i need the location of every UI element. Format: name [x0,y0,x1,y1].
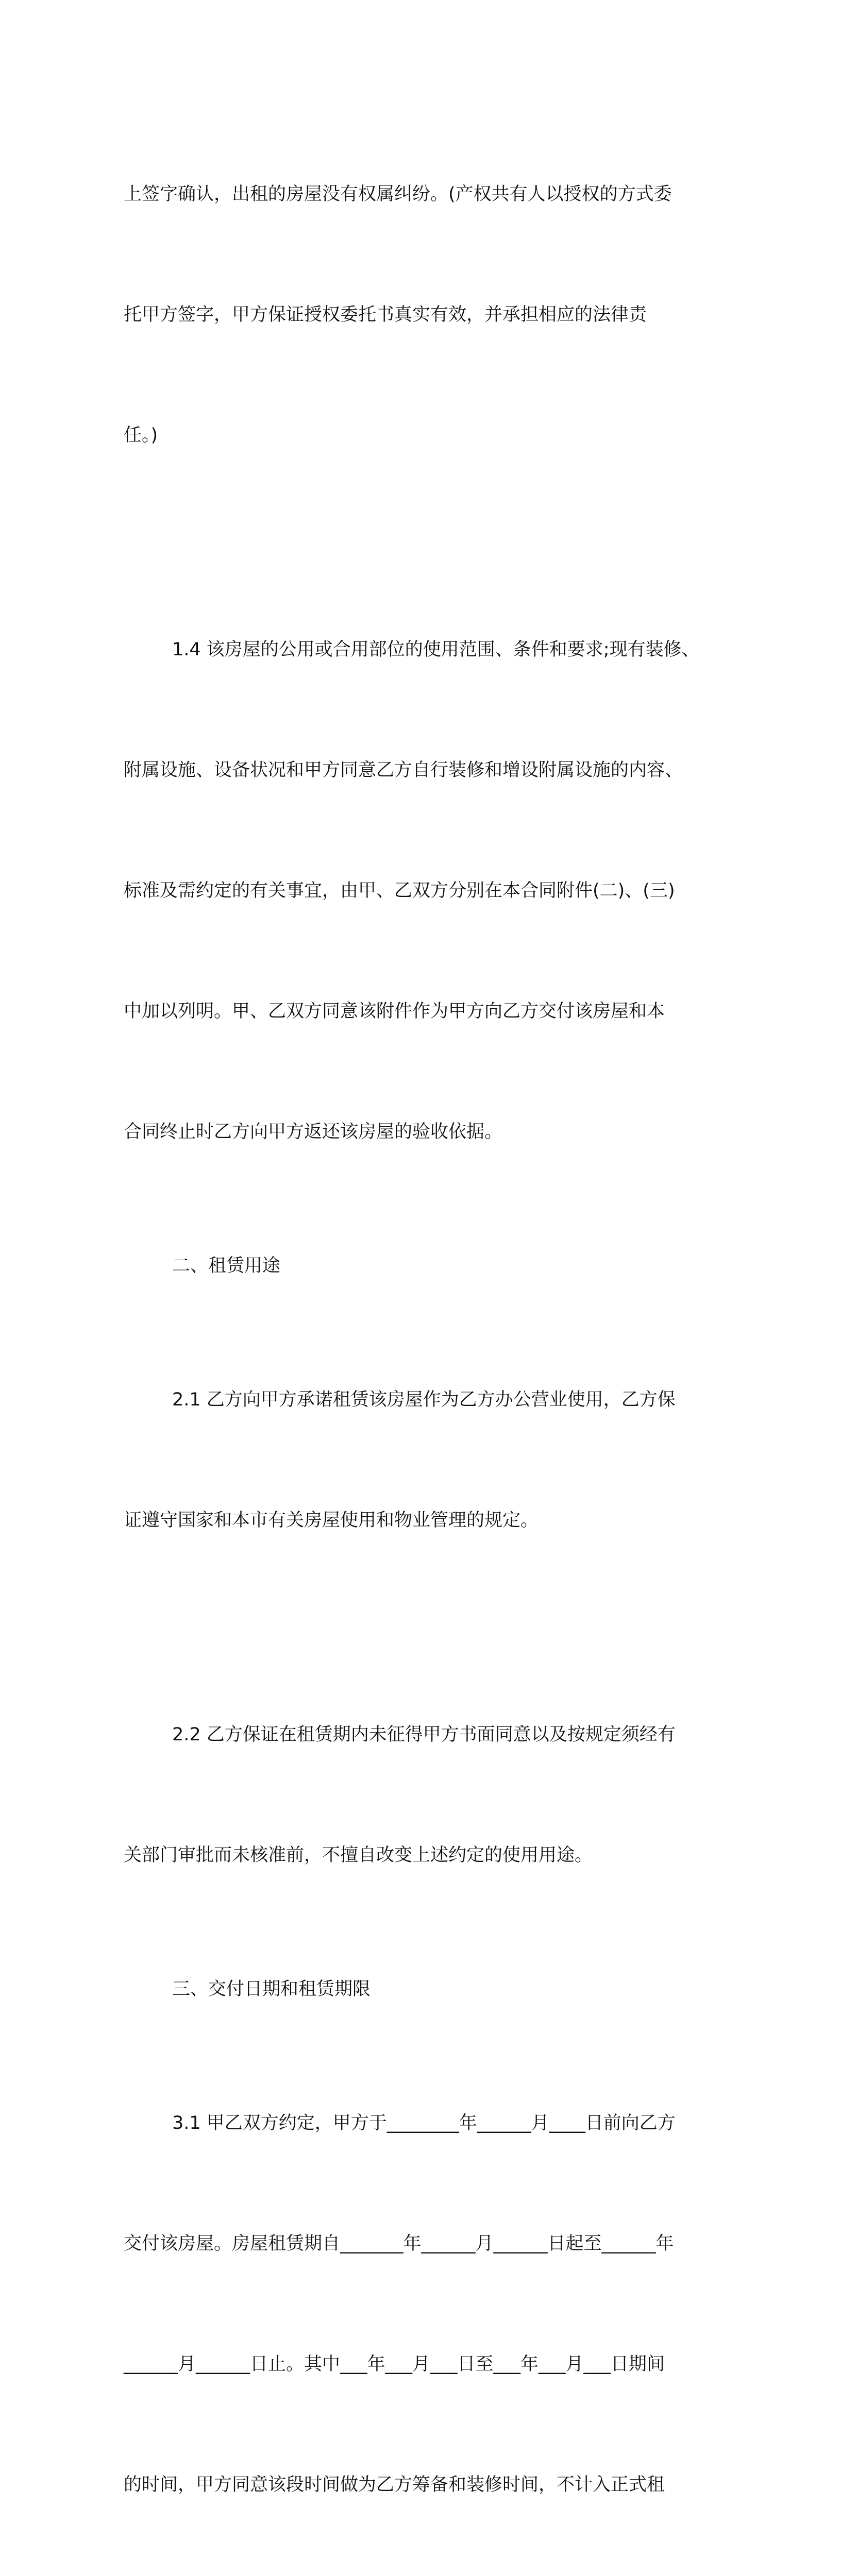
text-line: 交付该房屋。房屋租赁期自_______年______月______日起至______年 [124,2233,674,2254]
text-line: ______月______日止。其中___年___月___日至___年___月___日期间 [124,2354,665,2375]
text-line: 2.2 乙方保证在租赁期内未征得甲方书面同意以及按规定须经有 [172,1724,676,1745]
paragraph-ownership [124,94,727,536]
paragraph-2-2 [124,1634,727,1956]
text-line: 标准及需约定的有关事宜，由甲、乙双方分别在本合同附件(二)、(三) [124,880,675,901]
text-line: 1.4 该房屋的公用或合用部位的使用范围、条件和要求;现有装修、 [172,639,700,660]
text-line: 中加以列明。甲、乙双方同意该附件作为甲方向乙方交付该房屋和本 [124,1001,665,1022]
text-line: 3.1 甲乙双方约定，甲方于________年______月____日前向乙方 [172,2113,676,2133]
paragraph-2-1 [124,1299,727,1621]
text-line: 的时间，甲方同意该段时间做为乙方筹备和装修时间，不计入正式租 [124,2475,665,2495]
section-heading-3: 三、交付日期和租赁期限 [172,1979,371,1999]
text-line: 证遵守国家和本市有关房屋使用和物业管理的规定。 [124,1510,539,1531]
paragraph-3-1 [124,2023,727,2576]
text-line: 托甲方签字，甲方保证授权委托书真实有效，并承担相应的法律责 [124,304,647,325]
section-heading-2: 二、租赁用途 [172,1256,281,1276]
text-line: 2.1 乙方向甲方承诺租赁该房屋作为乙方办公营业使用，乙方保 [172,1389,676,1410]
text-line: 合同终止时乙方向甲方返还该房屋的验收依据。 [124,1122,503,1142]
text-line: 关部门审批而未核准前，不擅自改变上述约定的使用用途。 [124,1845,593,1866]
paragraph-1-4 [124,549,727,1232]
text-line: 上签字确认，出租的房屋没有权属纠纷。(产权共有人以授权的方式委 [124,184,672,205]
text-line: 任。) [124,425,158,446]
document-body [124,94,727,2576]
text-line: 附属设施、设备状况和甲方同意乙方自行装修和增设附属设施的内容、 [124,760,683,781]
